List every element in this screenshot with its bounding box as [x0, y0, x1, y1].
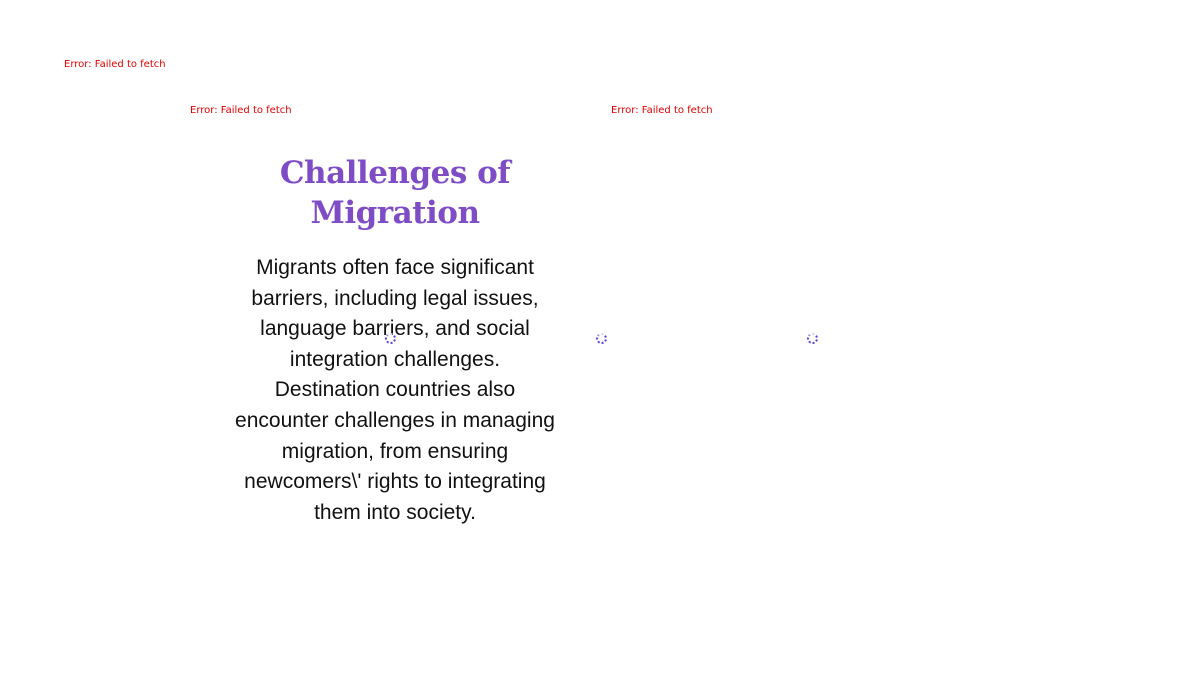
- loading-spinner-icon: [807, 333, 818, 344]
- loading-spinner-icon: [385, 333, 396, 344]
- error-message: Error: Failed to fetch: [611, 105, 713, 116]
- error-message: Error: Failed to fetch: [190, 105, 292, 116]
- section-title: Challenges of Migration: [279, 155, 511, 231]
- section-body: Migrants often face significant barriers, including legal issues, language barriers, and social integration challenges. Destination countries also encounter challenges in managing migration, from ensuring newcomers\' rights to integrating them into society.: [235, 256, 555, 524]
- error-message: Error: Failed to fetch: [64, 59, 166, 70]
- loading-spinner-icon: [596, 333, 607, 344]
